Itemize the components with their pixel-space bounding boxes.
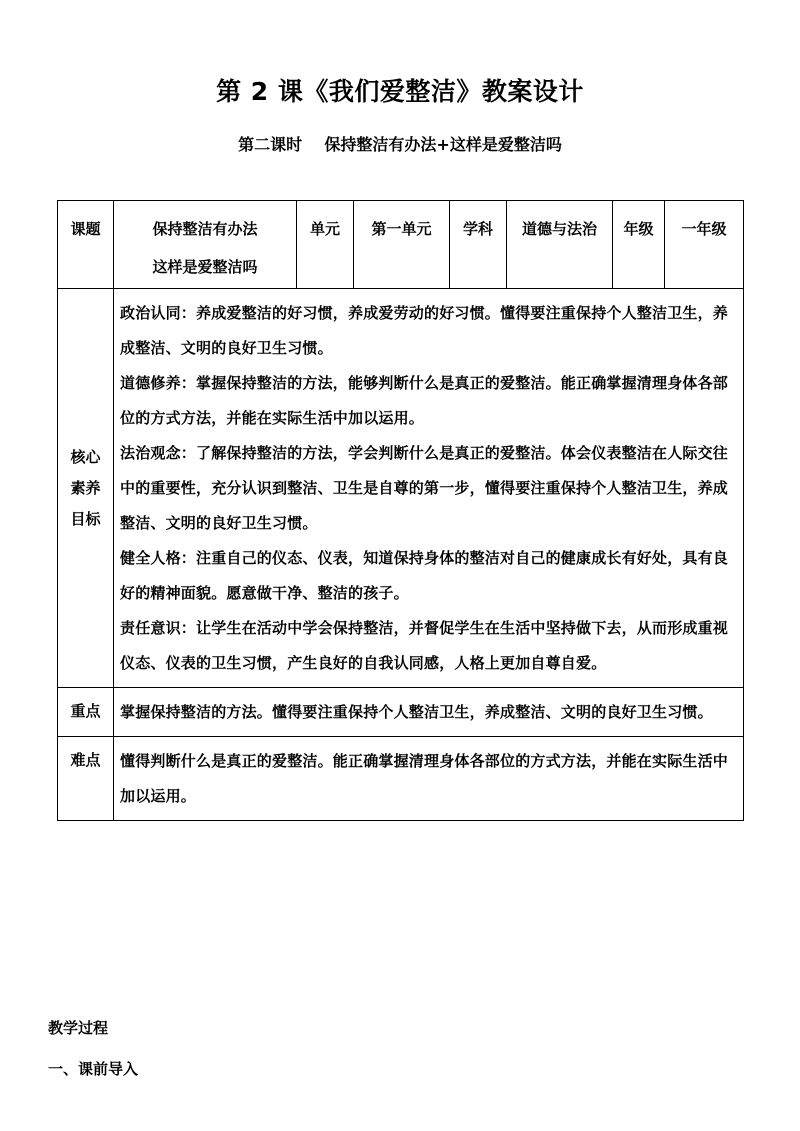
document-title: 第 2 课《我们爱整洁》教案设计 [216,77,584,106]
document-subtitle: 第二课时 保持整洁有办法+这样是爱整洁吗 [238,135,562,154]
subject-value: 道德与法治 [521,220,597,238]
core-goals-label-line-2: 素养 [70,478,101,497]
topic-label: 课题 [70,220,101,238]
grade-label: 年级 [623,220,654,238]
topic-value-cell [114,201,297,289]
lesson-plan-table [57,200,744,821]
subject-label: 学科 [462,220,493,238]
unit-label-cell [297,201,354,289]
subject-value-cell [507,201,613,289]
grade-label-cell [613,201,665,289]
topic-label-cell [58,201,114,289]
key-point-label-cell [58,688,114,737]
core-goals-content [114,289,744,688]
grade-value-cell [665,201,744,289]
core-goals-label-line-1: 核心 [70,447,101,466]
section-heading-process: 教学过程 [48,1019,109,1037]
goal-political-identity: 政治认同：养成爱整洁的好习惯，养成爱劳动的好习惯。懂得要注重保持个人整洁卫生，养成整洁、文明的良好卫生习惯。 [120,304,729,357]
unit-value-cell [354,201,450,289]
header-row [58,201,744,289]
goal-rule-of-law: 法治观念：了解保持整洁的方法，学会判断什么是真正的爱整洁。体会仪表整洁在人际交往中的重要性，充分认识到整洁、卫生是自尊的第一步，懂得要注重保持个人整洁卫生，养成整洁、文明的良好卫生习惯。 [120,444,729,532]
topic-line-1: 保持整洁有办法 [152,220,258,238]
goal-moral-cultivation: 道德修养：掌握保持整洁的方法，能够判断什么是真正的爱整洁。能正确掌握清理身体各部位的方式方法，并能在实际生活中加以运用。 [120,374,729,427]
goal-responsibility: 责任意识：让学生在活动中学会保持整洁，并督促学生在生活中坚持做下去，从而形成重视仪态、仪表的卫生习惯，产生良好的自我认同感，人格上更加自尊自爱。 [120,619,729,672]
key-point-label: 重点 [70,702,101,720]
difficulty-label-cell [58,737,114,821]
core-goals-label-line-3: 目标 [70,509,101,528]
unit-label: 单元 [309,220,340,238]
section-heading-intro: 一、课前导入 [48,1060,139,1078]
goal-sound-personality: 健全人格：注重自己的仪态、仪表，知道保持身体的整洁对自己的健康成长有好处，具有良好的精神面貌。愿意做干净、整洁的孩子。 [120,549,729,602]
unit-value: 第一单元 [371,220,432,238]
subject-label-cell [450,201,507,289]
difficulty-row [58,737,744,821]
key-point-text: 掌握保持整洁的方法。懂得要注重保持个人整洁卫生，养成整洁、文明的良好卫生习惯。 [114,688,744,737]
topic-line-2: 这样是爱整洁吗 [152,258,258,276]
core-goals-row [58,289,744,688]
difficulty-label: 难点 [70,751,101,769]
key-point-row [58,688,744,737]
difficulty-text: 懂得判断什么是真正的爱整洁。能正确掌握清理身体各部位的方式方法，并能在实际生活中加以运用。 [114,737,744,821]
grade-value: 一年级 [681,220,727,238]
core-goals-label-cell [58,289,114,688]
